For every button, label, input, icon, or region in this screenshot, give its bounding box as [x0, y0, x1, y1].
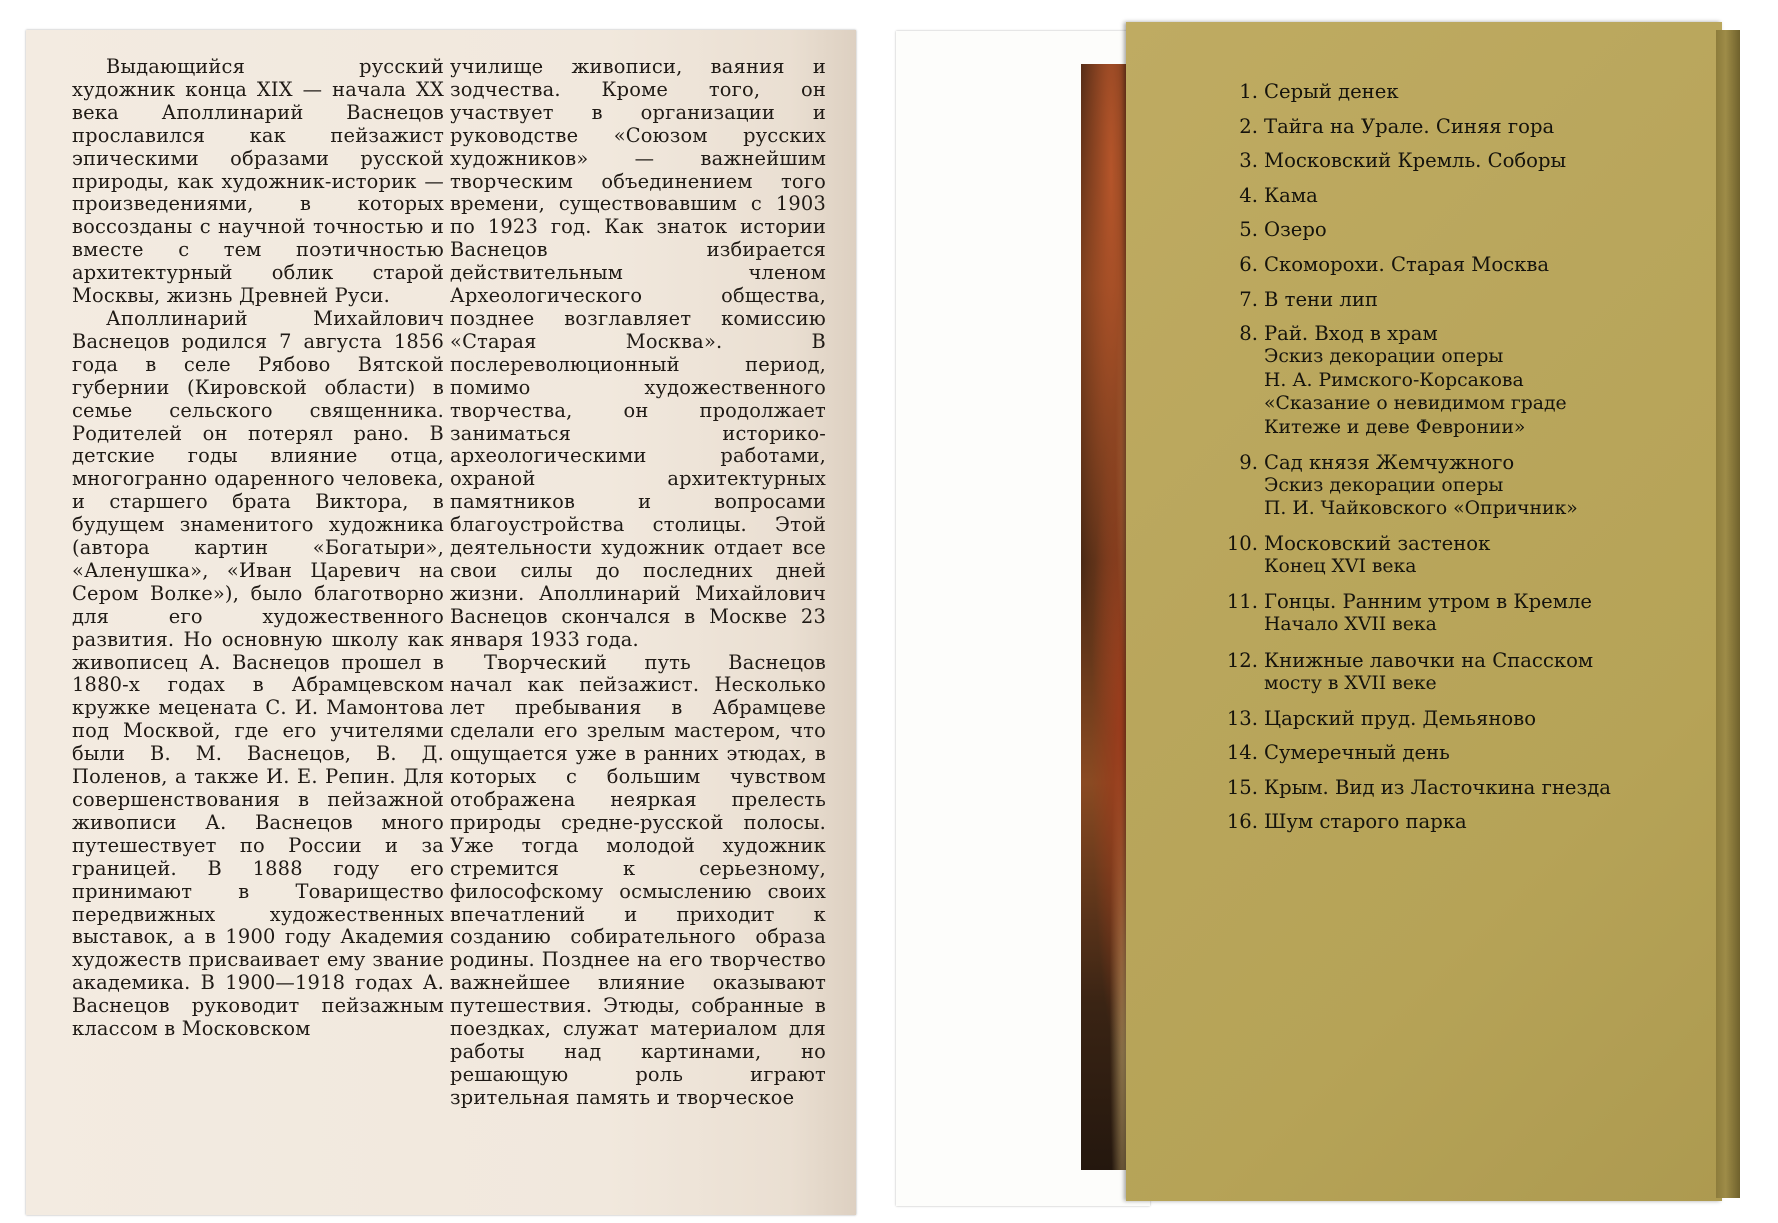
contents-list	[1224, 80, 1710, 845]
contents-item	[1224, 741, 1710, 764]
item-title: Книжные лавочки на Спасском	[1264, 648, 1594, 672]
item-title: Тайга на Урале. Синяя гора	[1264, 114, 1555, 138]
item-number: 8.	[1239, 322, 1258, 346]
item-number: 6.	[1239, 252, 1258, 276]
item-subtitle: П. И. Чайковского «Опричник»	[1264, 498, 1578, 520]
item-number: 7.	[1239, 287, 1258, 311]
contents-item	[1224, 184, 1710, 207]
item-title: Скоморохи. Старая Москва	[1264, 252, 1550, 276]
contents-item	[1224, 590, 1710, 637]
item-subtitle: Конец XVI века	[1264, 556, 1417, 578]
item-number: 1.	[1239, 80, 1258, 103]
item-subtitle: «Сказание о невидимом граде	[1264, 393, 1567, 415]
contents-item	[1224, 115, 1710, 138]
folder-edge	[1716, 30, 1740, 1198]
item-number: 15.	[1226, 775, 1258, 799]
item-number: 3.	[1239, 149, 1258, 173]
item-title: Московский застенок	[1264, 532, 1491, 556]
item-title: Сад князя Жемчужного	[1264, 450, 1515, 474]
contents-item	[1224, 532, 1710, 579]
item-title: Сумеречный день	[1264, 741, 1450, 765]
text-column-1	[72, 56, 444, 1041]
item-title: Московский Кремль. Соборы	[1264, 149, 1567, 173]
contents-item	[1224, 218, 1710, 241]
item-title: Серый денек	[1264, 80, 1399, 103]
item-number: 16.	[1226, 810, 1258, 834]
paragraph: Выдающийся русский художник конца XIX — начала XX века Аполлинарий Васнецов прославился как пейзажист эпическими образами русской природы, как художник-историк — произведениями, в которых воссозданы с научной точностью и вместе с тем поэтичностью архитектурный облик старой Москвы, жизнь Древней Руси.	[72, 55, 444, 308]
contents-item	[1224, 649, 1710, 696]
item-subtitle: Н. А. Римского-Корсакова	[1264, 369, 1524, 391]
item-number: 9.	[1239, 450, 1258, 474]
item-number: 13.	[1226, 706, 1258, 730]
item-title: Царский пруд. Демьяново	[1264, 706, 1537, 730]
item-subtitle: мосту в XVII веке	[1264, 672, 1437, 694]
item-subtitle: Эскиз декорации оперы	[1264, 474, 1504, 496]
text-column-2	[450, 56, 826, 1110]
item-title: Гонцы. Ранним утром в Кремле	[1264, 590, 1593, 614]
item-number: 5.	[1239, 218, 1258, 242]
item-title: В тени лип	[1264, 287, 1378, 311]
contents-item	[1224, 80, 1710, 103]
contents-item	[1224, 288, 1710, 311]
contents-item	[1224, 322, 1710, 439]
contents-item	[1224, 776, 1710, 799]
paragraph: училище живописи, ваяния и зодчества. Кроме того, он участвует в организации и руководстве «Союзом русских художников» — важнейшим творческим объединением того времени, существовавшим с 1903 по 1923 год. Как знаток истории Васнецов избирается действительным членом Археологического общества, позднее возглавляет комиссию «Старая Москва». В послереволюционный период, помимо художественного творчества, он продолжает заниматься историко-археологическими работами, охраной архитектурных памятников и вопросами благоустройства столицы. Этой деятельности художник отдает все свои силы до последних дней жизни. Аполлинарий Михайлович Васнецов скончался в Москве 23 января 1933 года.	[450, 55, 826, 651]
item-number: 2.	[1239, 114, 1258, 138]
item-number: 4.	[1239, 183, 1258, 207]
item-number: 10.	[1226, 532, 1258, 556]
item-subtitle: Китеже и деве Февронии»	[1264, 416, 1526, 438]
contents-item	[1224, 810, 1710, 833]
item-title: Рай. Вход в храм	[1264, 322, 1438, 346]
contents-item	[1224, 707, 1710, 730]
contents-item	[1224, 253, 1710, 276]
item-title: Шум старого парка	[1264, 810, 1467, 834]
item-number: 11.	[1226, 590, 1258, 614]
contents-item	[1224, 149, 1710, 172]
item-number: 12.	[1226, 648, 1258, 672]
item-subtitle: Начало XVII века	[1264, 614, 1437, 636]
left-text-page	[26, 30, 856, 1215]
item-title: Кама	[1264, 183, 1318, 207]
item-title: Озеро	[1264, 218, 1327, 242]
contents-item	[1224, 451, 1710, 521]
paragraph: Творческий путь Васнецов начал как пейзажист. Несколько лет пребывания в Абрамцеве сделали его зрелым мастером, что ощущается уже в ранних этюдах, в которых с большим чувством отображена неяркая прелесть природы средне-русской полосы. Уже тогда молодой художник стремится к серьезному, философскому осмыслению своих впечатлений и приходит к созданию собирательного образа родины. Позднее на его творчество важнейшее влияние оказывают путешествия. Этюды, собранные в поездках, служат материалом для работы над картинами, но решающую роль играют зрительная память и творческое	[450, 650, 826, 1109]
item-subtitle: Эскиз декорации оперы	[1264, 346, 1504, 368]
item-number: 14.	[1226, 741, 1258, 765]
paragraph: Аполлинарий Михайлович Васнецов родился 7 августа 1856 года в селе Рябово Вятской губернии (Кировской области) в семье сельского священника. Родителей он потерял рано. В детские годы влияние отца, многогранно одаренного человека, и старшего брата Виктора, в будущем знаменитого художника (автора картин «Богатыри», «Аленушка», «Иван Царевич на Сером Волке»), было благотворно для его художественного развития. Но основную школу как живописец А. Васнецов прошел в 1880-х годах в Абрамцевском кружке мецената С. И. Мамонтова под Москвой, где его учителями были В. М. Васнецов, В. Д. Поленов, а также И. Е. Репин. Для совершенствования в пейзажной живописи А. Васнецов много путешествует по России и за границей. В 1888 году его принимают в Товарищество передвижных художественных выставок, а в 1900 году Академия художеств присваивает ему звание академика. В 1900—1918 годах А. Васнецов руководит пейзажным классом в Московском	[72, 306, 444, 1041]
item-title: Крым. Вид из Ласточкина гнезда	[1264, 775, 1611, 799]
